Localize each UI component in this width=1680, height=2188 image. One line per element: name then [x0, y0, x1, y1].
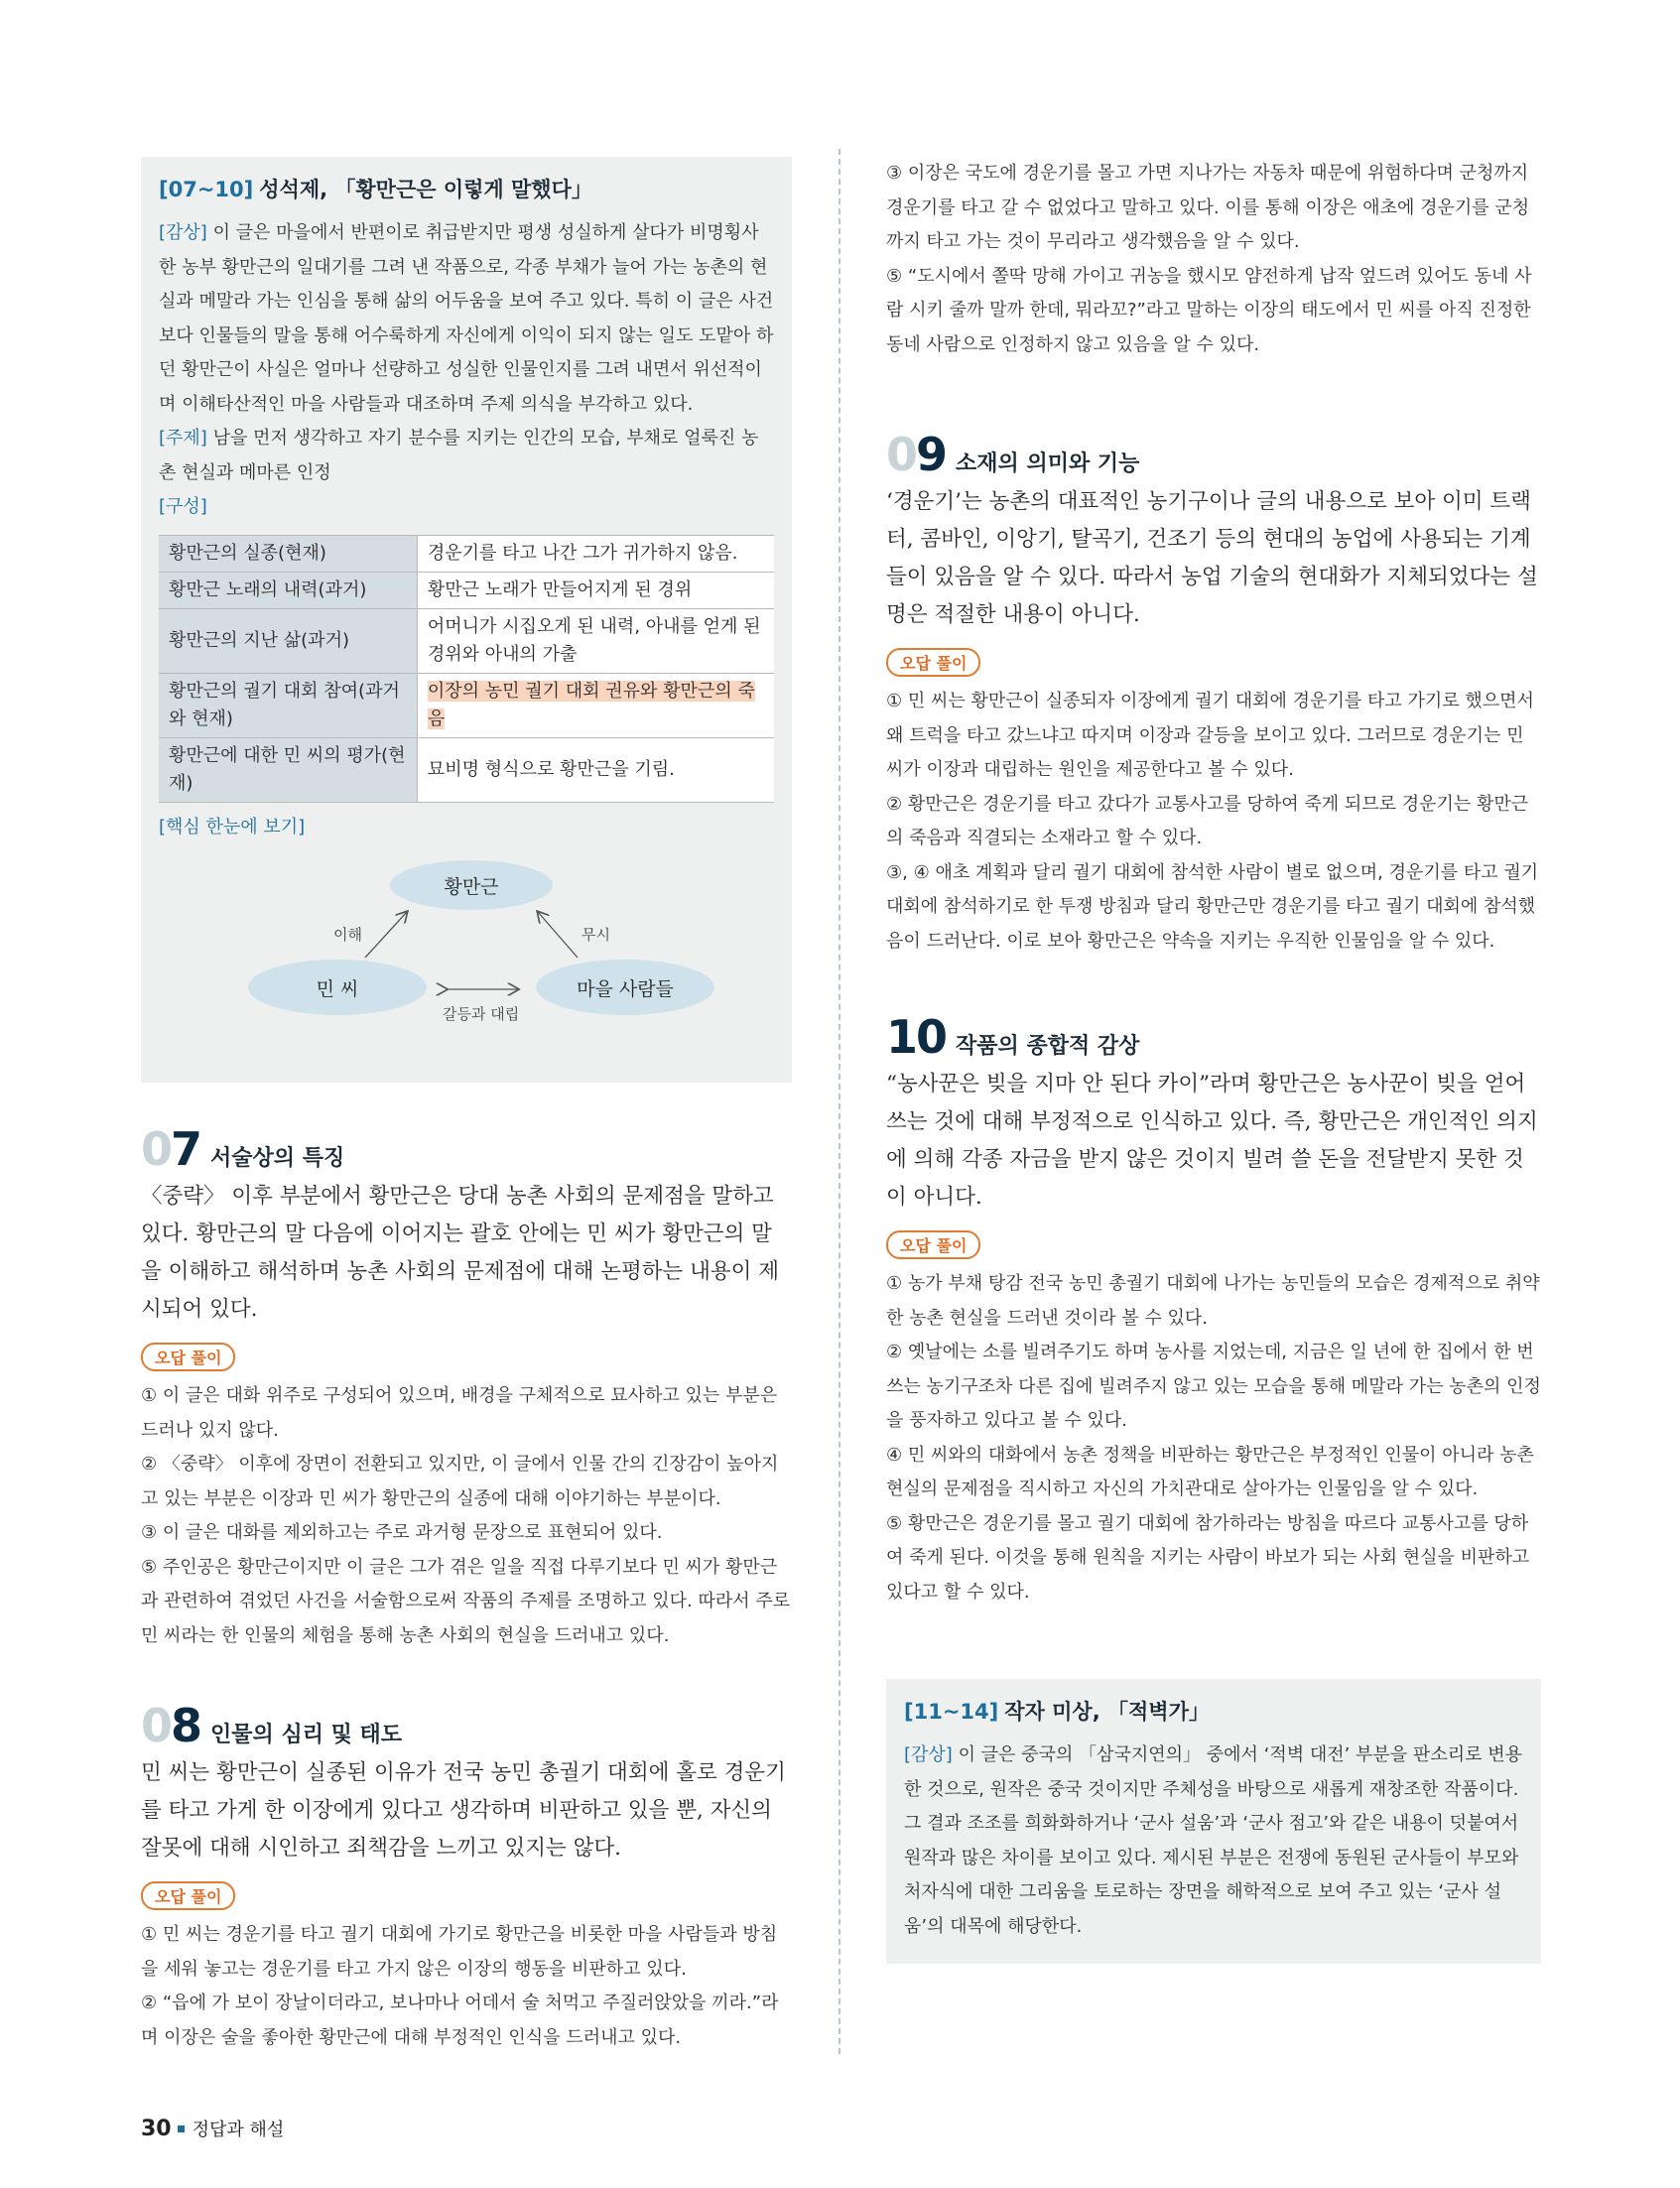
section-body: 〈중략〉 이후 부분에서 황만근은 당대 농촌 사회의 문제점을 말하고 있다. 황만근의 말 다음에 이어지는 괄호 안에는 민 씨가 황만근의 말을 이해하고 해석하며 농촌 사회의 문제점에 대해 논평하는 내용이 제시되어 있다.: [141, 1184, 780, 1322]
note-item: ② “읍에 가 보이 장날이더라고, 보나마나 어데서 술 처먹고 주질러앉았을 끼라.”라며 이장은 술을 좋아한 황만근에 대해 부정적인 인식을 드러내고 있다.: [141, 1993, 779, 2048]
gamsang-text: 이 글은 중국의 「삼국지연의」 중에서 ‘적벽 대전’ 부분을 판소리로 변용한 것으로, 원작은 중국 것이지만 주체성을 바탕으로 새롭게 재창조한 작품이다. 그 결과 조조를 희화화하거나 ‘군사 설움’과 ‘군사 점고’와 같은 내용이 덧붙여서 원작과 많은 차이를 보이고 있다. 제시된 부분은 전쟁에 동원된 군사들이 부모와 처자식에 대한 그리움을 토로하는 장면을 해학적으로 보여 주고 있는 ‘군사 설움’의 대목에 해당한다.: [904, 1744, 1522, 1937]
note-item: ⑤ “도시에서 쫄딱 망해 가이고 귀농을 했시모 얌전하게 납작 엎드려 있어도 동네 사람 시키 줄까 말까 한데, 뭐라꼬?”라고 말하는 이장의 태도에서 민 씨를 아직 진정한 동네 사람으로 인정하지 않고 있음을 알 수 있다.: [886, 265, 1532, 355]
note-item: ② 옛날에는 소를 빌려주기도 하며 농사를 지었는데, 지금은 일 년에 한 집에서 한 번 쓰는 농기구조차 다른 집에 빌려주지 않고 있는 모습을 통해 메말라 가는 농촌의 인정을 풍자하고 있다고 볼 수 있다.: [886, 1342, 1541, 1431]
section-number-digit: 0: [886, 428, 917, 481]
section-header: [141, 1122, 792, 1176]
section-header: [886, 1010, 1541, 1064]
section-body: ‘경운기’는 농촌의 대표적인 농기구이나 글의 내용으로 보아 이미 트랙터, 콤바인, 이앙기, 탈곡기, 건조기 등의 현대의 농업에 사용되는 기계들이 있음을 알 수 있다. 따라서 농업 기술의 현대화가 지체되었다는 설명은 적절한 내용이 아니다.: [886, 489, 1538, 627]
section-number-digit: 9: [916, 428, 947, 481]
wrong-answer-badge: 오답 풀이: [141, 1881, 235, 1910]
node-villagers: 마을 사람들: [536, 960, 714, 1015]
section-body: “농사꾼은 빚을 지마 안 된다 카이”라며 황만근은 농사꾼이 빚을 얻어 쓰는 것에 대해 부정적으로 인식하고 있다. 즉, 황만근은 개인적인 의지에 의해 각종 자금을 받지 않은 것이지 빌려 쓸 돈을 전달받지 못한 것이 아니다.: [886, 1072, 1538, 1210]
arrow-ignore: [538, 912, 578, 958]
node-min: 민 씨: [248, 960, 427, 1015]
gamsang-text: 이 글은 마을에서 반편이로 취급받지만 평생 성실하게 살다가 비명횡사한 농부 황만근의 일대기를 그려 낸 작품으로, 각종 부채가 늘어 가는 농촌의 현실과 메말라 가는 인심을 통해 삶의 어두움을 보여 주고 있다. 특히 이 글은 사건보다 인물들의 말을 통해 어수룩하게 자신에게 이익이 되지 않는 일도 도맡아 하던 황만근이 사실은 얼마나 선량하고 성실한 인물인지를 그려 내면서 위선적이며 이해타산적인 마을 사람들과 대조하며 주제 의식을 부각하고 있다.: [159, 222, 774, 415]
box-work-title: 성석제, 「황만근은 이렇게 말했다」: [259, 178, 592, 201]
juje-paragraph: [159, 422, 774, 490]
structure-table: [159, 535, 774, 803]
note-item: ② 〈중략〉 이후에 장면이 전환되고 있지만, 이 글에서 인물 간의 긴장감이 높아지고 있는 부분은 이장과 민 씨가 황만근의 실종에 대해 이야기하는 부분이다.: [141, 1454, 779, 1509]
table-value: 어머니가 시집오게 된 내력, 아내를 얻게 된 경위와 아내의 가출: [417, 608, 774, 673]
note-item: ① 민 씨는 경운기를 타고 궐기 대회에 가기로 황만근을 비롯한 마을 사람들과 방침을 세워 놓고는 경운기를 타고 가지 않은 이장의 행동을 비판하고 있다.: [141, 1924, 778, 1980]
highlighted-text: 이장의 농민 궐기 대회 권유와 황만근의 죽음: [427, 680, 755, 729]
section-number-digit: 8: [171, 1699, 201, 1752]
page-footer: [141, 2116, 284, 2141]
section-number-digit: 0: [141, 1122, 172, 1176]
note-item: ⑤ 황만근은 경운기를 몰고 궐기 대회에 참가하라는 방침을 따르다 교통사고를 당하여 죽게 된다. 이것을 통해 원칙을 지키는 사람이 바보가 되는 사회 현실을 비판하고 있다고 할 수 있다.: [886, 1512, 1530, 1603]
relationship-diagram: [159, 854, 774, 1063]
section-07: [141, 1122, 792, 1653]
section-number-digit: 0: [916, 1010, 947, 1064]
section-body: 민 씨는 황만근이 실종된 이유가 전국 농민 총궐기 대회에 홀로 경운기를 타고 가게 한 이장에게 있다고 생각하며 비판하고 있을 뿐, 자신의 잘못에 대해 시인하고 죄책감을 느끼고 있지는 않다.: [141, 1760, 786, 1861]
section-title: 인물의 심리 및 태도: [210, 1723, 403, 1747]
edge-label-ignore: 무시: [582, 926, 610, 944]
key-view-paragraph: [159, 811, 774, 845]
box-title: [159, 175, 774, 204]
note-item: ④ 민 씨와의 대화에서 농촌 정책을 비판하는 황만근은 부정적인 인물이 아니라 농촌 현실의 문제점을 직시하고 자신의 가치관대로 살아가는 인물임을 알 수 있다.: [886, 1444, 1534, 1499]
note-item: ② 황만근은 경운기를 타고 갔다가 교통사고를 당하여 죽게 되므로 경운기는 황만근의 죽음과 직결되는 소재라고 할 수 있다.: [886, 793, 1529, 848]
gamsang-tag: [감상]: [159, 222, 207, 243]
edge-label-understand: 이해: [333, 926, 362, 944]
node-hwangmangeun: 황만근: [390, 860, 553, 910]
section-09: [886, 428, 1541, 959]
table-value: 경운기를 타고 나간 그가 귀가하지 않음.: [417, 535, 774, 572]
section-title: 작품의 종합적 감상: [956, 1034, 1140, 1059]
note-item: ③ 이장은 국도에 경운기를 몰고 가면 지나가는 자동차 때문에 위험하다며 군청까지 경운기를 타고 갈 수 없었다고 말하고 있다. 이를 통해 이장은 애초에 경운기를 군청까지 타고 가는 것이 무리라고 생각했음을 알 수 있다.: [886, 163, 1530, 252]
note-item: ① 농가 부채 탕감 전국 농민 총궐기 대회에 나가는 농민들의 모습은 경제적으로 취약한 농촌 현실을 드러낸 것이라 볼 수 있다.: [886, 1273, 1540, 1329]
summary-box-07-10: [141, 157, 792, 1083]
column-divider: [839, 149, 840, 2054]
gamsang-paragraph: [159, 216, 774, 422]
right-column: [886, 157, 1541, 1964]
note-item: ① 이 글은 대화 위주로 구성되어 있으며, 배경을 구체적으로 묘사하고 있는 부분은 드러나 있지 않다.: [141, 1385, 778, 1441]
section-number-digit: 7: [171, 1122, 201, 1176]
gamsang-tag: [감상]: [904, 1744, 953, 1765]
section-number-digit: 1: [886, 1010, 917, 1064]
section-number: [141, 1122, 201, 1176]
guseong-paragraph: [159, 490, 774, 525]
note-item: ① 민 씨는 황만근이 실종되자 이장에게 궐기 대회에 경운기를 타고 가기로 했으면서 왜 트럭을 타고 갔느냐고 따지며 이장과 갈등을 보이고 있다. 그러므로 경운기는 민 씨가 이장과 대립하는 원인을 제공한다고 볼 수 있다.: [886, 691, 1534, 780]
section-number-digit: 0: [141, 1699, 172, 1752]
table-key: 황만근의 지난 삶(과거): [159, 608, 417, 673]
wrong-answer-badge: 오답 풀이: [886, 648, 980, 677]
table-row: [159, 572, 774, 608]
footer-label: 정답과 해설: [192, 2120, 285, 2140]
table-key: 황만근의 궐기 대회 참여(과거와 현재): [159, 673, 417, 737]
table-row: [159, 608, 774, 673]
diagram-arrows: [159, 854, 810, 1063]
wrong-answer-badge: 오답 풀이: [886, 1230, 980, 1259]
table-key: 황만근에 대한 민 씨의 평가(현재): [159, 737, 417, 802]
note-item: ⑤ 주인공은 황만근이지만 이 글은 그가 겪은 일을 직접 다루기보다 민 씨가 황만근과 관련하여 겪었던 사건을 서술함으로써 작품의 주제를 조명하고 있다. 따라서 주로 민 씨라는 한 인물의 체험을 통해 농촌 사회의 현실을 드러내고 있다.: [141, 1556, 791, 1646]
juje-text: 남을 먼저 생각하고 자기 분수를 지키는 인간의 모습, 부채로 얼룩진 농촌 현실과 메마른 인정: [159, 428, 759, 483]
section-10: [886, 1010, 1541, 1609]
footer-bullet-icon: [178, 2125, 185, 2132]
left-column: [141, 157, 792, 2055]
edge-label-conflict: 갈등과 대립: [443, 1005, 520, 1023]
box-range: [07~10]: [159, 178, 254, 201]
section-number: [886, 1010, 947, 1064]
key-view-tag: [핵심 한눈에 보기]: [159, 816, 306, 837]
table-key: 황만근 노래의 내력(과거): [159, 572, 417, 608]
table-row: [159, 535, 774, 572]
page-number: 30: [141, 2117, 172, 2141]
guseong-tag: [구성]: [159, 496, 207, 517]
wrong-answer-badge: 오답 풀이: [141, 1343, 235, 1371]
gamsang-paragraph: [904, 1738, 1523, 1944]
table-value: 황만근 노래가 만들어지게 된 경위: [417, 572, 774, 608]
table-row: [159, 673, 774, 737]
box-title: [904, 1697, 1523, 1727]
section-number: [886, 428, 947, 481]
table-key: 황만근의 실종(현재): [159, 535, 417, 572]
table-row: [159, 737, 774, 802]
section-title: 소재의 의미와 기능: [956, 451, 1140, 476]
section-header: [141, 1699, 792, 1752]
section-header: [886, 428, 1541, 481]
table-value-highlighted: [417, 673, 774, 737]
note-item: ③ 이 글은 대화를 제외하고는 주로 과거형 문장으로 표현되어 있다.: [141, 1522, 663, 1543]
table-value: 묘비명 형식으로 황만근을 기림.: [417, 737, 774, 802]
box-range: [11~14]: [904, 1700, 999, 1724]
note-item: ③, ④ 애초 계획과 달리 궐기 대회에 참석한 사람이 별로 없으며, 경운기를 타고 궐기 대회에 참석하기로 한 투쟁 방침과 달리 황만근만 경운기를 타고 궐기 대회에 참석했음이 드러난다. 이로 보아 황만근은 약속을 지키는 우직한 인물임을 알 수 있다.: [886, 861, 1539, 952]
box-work-title: 작자 미상, 「적벽가」: [1004, 1700, 1210, 1724]
section-number: [141, 1699, 201, 1752]
arrow-understand: [365, 912, 407, 958]
section-title: 서술상의 특징: [210, 1146, 345, 1171]
section-08: [141, 1699, 792, 2055]
summary-box-11-14: [886, 1679, 1541, 1964]
juje-tag: [주제]: [159, 428, 207, 449]
